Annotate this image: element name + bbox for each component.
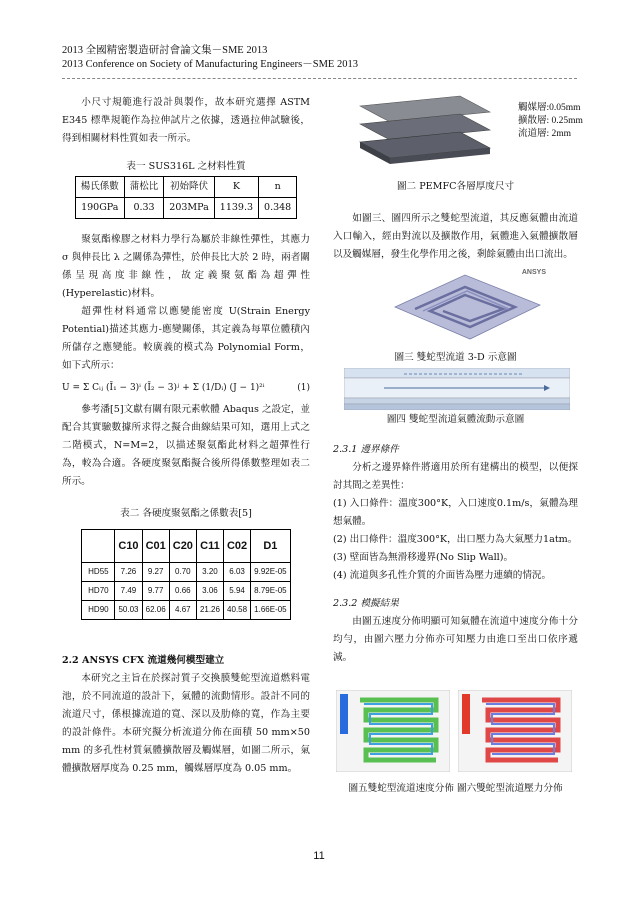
table2-cell: HD90 xyxy=(82,601,115,620)
table2-header-cell: D1 xyxy=(251,530,290,563)
table2-row xyxy=(82,563,290,582)
table2-row xyxy=(82,601,290,620)
running-header xyxy=(62,44,358,72)
left-paragraph-1: 小尺寸規範進行設計與製作，故本研究選擇 ASTM E345 標準規範作為拉伸試片之依據，透過拉伸試驗後，得到相關材料性質如表一所示。 xyxy=(62,97,310,144)
table1-cell: 190GPa xyxy=(75,198,124,219)
table1-cell: 0.33 xyxy=(124,198,164,219)
page-number: 11 xyxy=(313,850,325,862)
table1-header-cell: 楊氏係數 xyxy=(75,177,124,198)
figure2-caption: 圖二 PEMFC各層厚度尺寸 xyxy=(396,181,515,192)
figure5-velocity-contour xyxy=(336,690,450,772)
left-column-section-2-2 xyxy=(62,652,310,778)
table1-caption: 表一 SUS316L 之材料性質 xyxy=(126,161,246,172)
table2-cell: 62.06 xyxy=(142,601,169,620)
layer-thickness-labels xyxy=(518,102,598,141)
table2-cell: 21.26 xyxy=(196,601,223,620)
table2-header-cell: C10 xyxy=(115,530,142,563)
table2-cell: 3.06 xyxy=(196,582,223,601)
figure3-serpentine-3d xyxy=(385,267,550,345)
table2-header-cell xyxy=(82,530,115,563)
table2-header-cell: C01 xyxy=(142,530,169,563)
equation-1 xyxy=(62,381,310,395)
table2-cell: 0.66 xyxy=(169,582,196,601)
table2-cell: 7.26 xyxy=(115,563,142,582)
table2-cell: 40.58 xyxy=(223,601,250,620)
table1-header-cell: K xyxy=(214,177,258,198)
right-paragraph-1: 如圖三、圖四所示之雙蛇型流道，其反應氣體由流道入口輸入，經由對流以及擴散作用，氣體進入氣體擴散層以及觸媒層，發生化學作用之後，剩餘氣體由出口流出。 xyxy=(333,213,578,260)
header-line-1: 2013 全國精密製造研討會論文集－SME 2013 xyxy=(62,45,268,56)
table1-header-cell: 初始降伏 xyxy=(164,177,215,198)
serpentine-3d-drawing xyxy=(385,267,550,345)
table2-cell: 8.79E-05 xyxy=(251,582,290,601)
right-paragraph-3: 由圖五速度分佈明顯可知氣體在流道中速度分佈十分均勻，由圖六壓力分佈亦可知壓力由進口至出口依序遞減。 xyxy=(333,616,578,663)
figure5-6-caption: 圖五雙蛇型流道速度分佈 圖六雙蛇型流道壓力分佈 xyxy=(348,783,563,794)
table2-cell: 3.20 xyxy=(196,563,223,582)
pemfc-layers-figure xyxy=(340,94,500,176)
figure3-caption: 圖三 雙蛇型流道 3-D 示意圖 xyxy=(394,352,517,363)
table2-cell: 9.27 xyxy=(142,563,169,582)
header-line-2: 2013 Conference on Society of Manufacturing Engineers－SME 2013 xyxy=(62,59,358,70)
figure6-pressure-contour xyxy=(458,690,572,772)
table1-header-cell: 蒲松比 xyxy=(124,177,164,198)
table2-caption: 表二 各硬度聚氨酯之係數表[5] xyxy=(120,508,252,519)
table1-header-row xyxy=(75,177,296,198)
right-section-2-3-1 xyxy=(333,441,578,667)
section-2-2-heading: 2.2 ANSYS CFX 流道幾何模型建立 xyxy=(62,655,225,666)
equation-text: U = Σ Cᵢⱼ (Ī₁ − 3)ⁱ (Ī₂ − 3)ʲ + Σ (1/Dᵢ) (J − 1)²ⁱ xyxy=(62,383,265,393)
section-2-3-1-heading: 2.3.1 邊界條件 xyxy=(333,444,399,455)
table2-cell: 9.77 xyxy=(142,582,169,601)
right-paragraph-1-block xyxy=(333,210,578,264)
table2-cell: HD70 xyxy=(82,582,115,601)
catalyst-layer-label: 觸媒層:0.05mm xyxy=(518,103,581,113)
table1-cell: 1139.3 xyxy=(214,198,258,219)
left-column xyxy=(62,94,310,620)
channel-layer-label: 流道層: 2mm xyxy=(518,129,572,139)
table2-cell: 50.03 xyxy=(115,601,142,620)
table2-header-cell: C20 xyxy=(169,530,196,563)
table2-cell: 4.67 xyxy=(169,601,196,620)
table2-cell: 6.03 xyxy=(223,563,250,582)
header-rule xyxy=(62,78,577,79)
right-paragraph-2: 分析之邊界條件將適用於所有建構出的模型，以便探討其間之差異性： xyxy=(333,462,578,491)
table2-cell: 5.94 xyxy=(223,582,250,601)
table1-value-row xyxy=(75,198,296,219)
table1 xyxy=(75,176,297,219)
table2-header-row xyxy=(82,530,290,563)
table2-cell: 0.70 xyxy=(169,563,196,582)
table2-cell: HD55 xyxy=(82,563,115,582)
left-paragraph-5: 本研究之主旨在於探討質子交換膜雙蛇型流道燃料電池，於不同流道的設計下，氣體的流動情形。設計不同的流道尺寸，係根據流道的寬、深以及肋條的寬，作為主要的設計條件。本研究擬分析流道分佈在面積 50 mm×50 mm 的多孔性材質氣體擴散層及觸媒層，如圖二所示，氣體擴散層厚度為 0.25 mm，觸媒層厚度為 0.05 mm。 xyxy=(62,673,310,774)
boundary-item-4: (4) 流道與多孔性介質的介面皆為壓力連續的情況。 xyxy=(333,570,552,581)
ansys-logo: ANSYS xyxy=(521,269,546,276)
figure4-gas-flow-diagram xyxy=(344,368,570,410)
table1-cell: 203MPa xyxy=(164,198,215,219)
left-paragraph-2: 聚氨酯橡膠之材料力學行為屬於非線性彈性，其應力 σ 與伸長比 λ 之關係為彈性，於伸長比大於 2 時，兩者關係呈現高度非線性，故定義聚氨酯為超彈性(Hyperelastic)材料。 xyxy=(62,234,310,299)
diffusion-layer-label: 擴散層: 0.25mm xyxy=(518,116,583,126)
table1-header-cell: n xyxy=(259,177,297,198)
boundary-item-1: (1) 入口條件：溫度300°K，入口速度0.1m/s，氣體為理想氣體。 xyxy=(333,498,578,527)
table2-cell: 1.66E-05 xyxy=(251,601,290,620)
figure4-caption: 圖四 雙蛇型流道氣體流動示意圖 xyxy=(386,414,525,425)
boundary-item-3: (3) 壁面皆為無滑移邊界(No Slip Wall)。 xyxy=(333,552,514,563)
left-paragraph-4: 參考潘[5]文獻有關有限元素軟體 Abaqus 之設定，並配合其實驗數據所求得之擬合曲線結果可知，選用上式之二階模式，N=M=2，以描述聚氨酯此材料之超彈性行為，較為合適。各硬度聚氨酯擬合後所得係數整理如表二所示。 xyxy=(62,404,310,487)
boundary-item-2: (2) 出口條件：溫度300°K，出口壓力為大氣壓力1atm。 xyxy=(333,534,578,545)
section-2-3-2-heading: 2.3.2 模擬結果 xyxy=(333,598,399,609)
table2 xyxy=(81,529,290,620)
table1-cell: 0.348 xyxy=(259,198,297,219)
equation-number: (1) xyxy=(297,383,310,393)
table2-cell: 9.92E-05 xyxy=(251,563,290,582)
table2-header-cell: C11 xyxy=(196,530,223,563)
table2-header-cell: C02 xyxy=(223,530,250,563)
left-paragraph-3: 超彈性材料通常以應變能密度 U(Strain Energy Potential)描述其應力-應變關係，其定義為每單位體積內所儲存之應變能。較廣義的模式為 Polynomial Form，如下式所示： xyxy=(62,306,310,371)
table2-cell: 7.49 xyxy=(115,582,142,601)
table2-row xyxy=(82,582,290,601)
